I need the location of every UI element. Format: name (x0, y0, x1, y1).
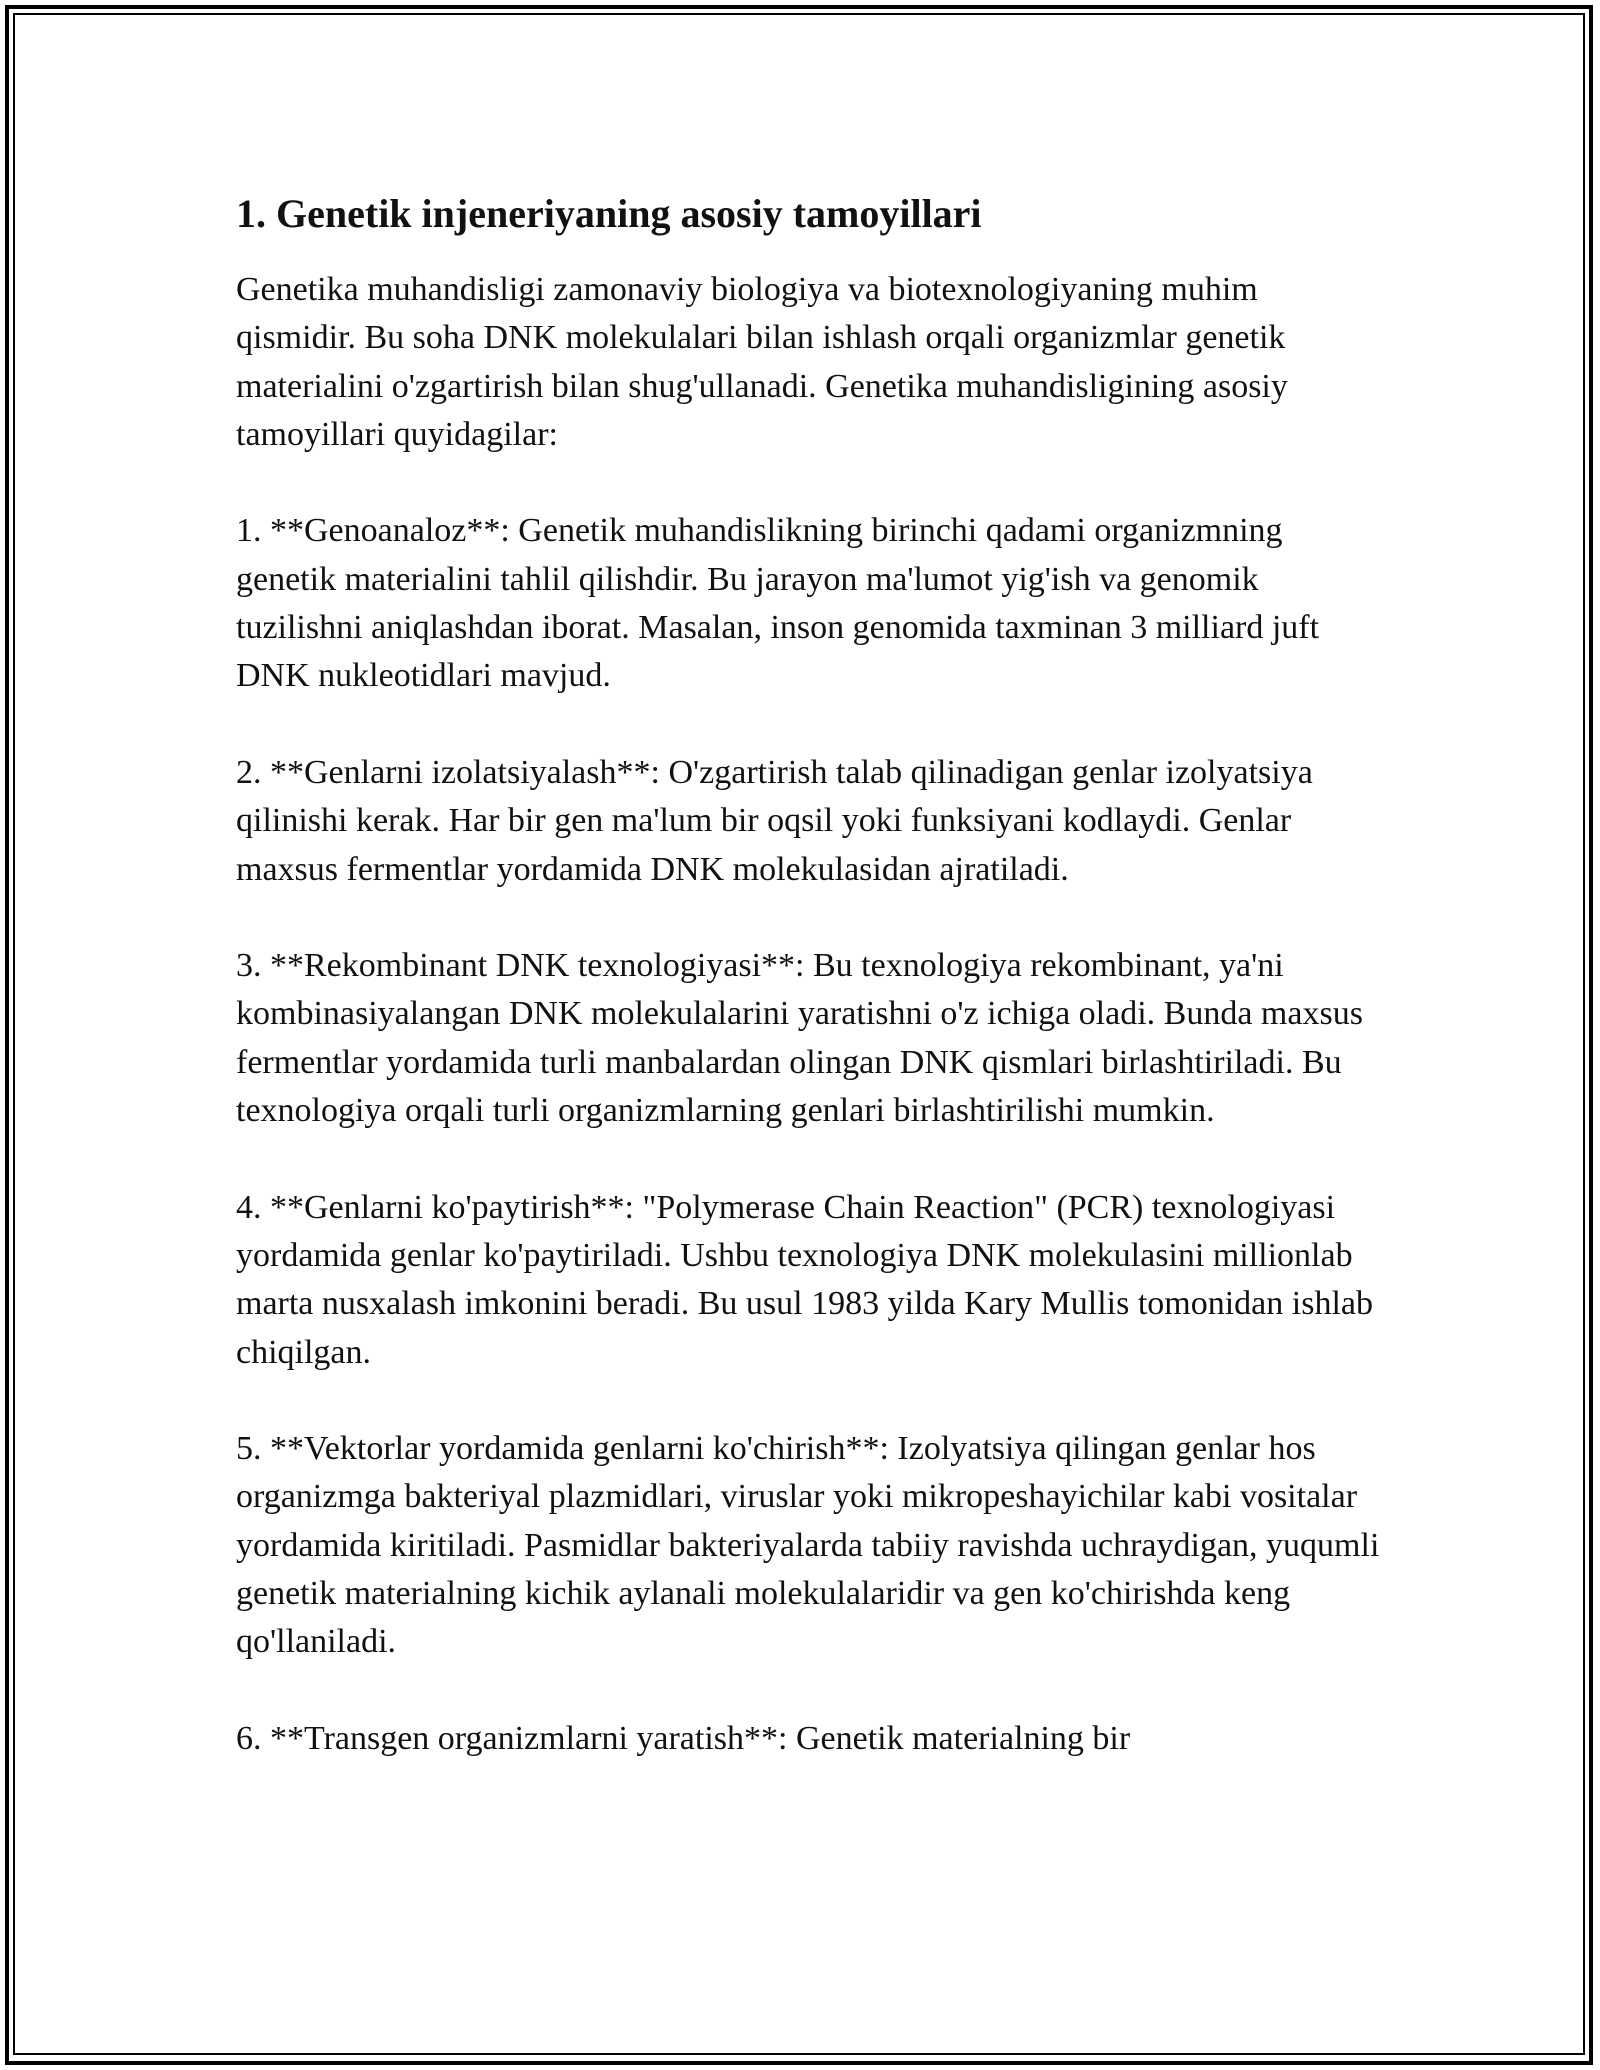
paragraph-intro: Genetika muhandisligi zamonaviy biologiya va biotexnologiyaning muhim qismidir. Bu soha DNK molekulalari bilan ishlash orqali organizmlar genetik materialini o'zgartirish bilan shug'ullanadi. Genetika muhandisligining asosiy tamoyillari quyidagilar: (236, 271, 1288, 453)
paragraph-item-1: 1. **Genoanaloz**: Genetik muhandislikning birinchi qadami organizmning genetik materialini tahlil qilishdir. Bu jarayon ma'lumot yig'ish va genomik tuzilishni aniqlashdan iborat. Masalan, inson genomida taxminan 3 milliard juft DNK nukleotidlari mavjud. (236, 512, 1320, 695)
document-body (236, 188, 1386, 1812)
paragraph-item-2: 2. **Genlarni izolatsiyalash**: O'zgartirish talab qilinadigan genlar izolyatsiya qilinishi kerak. Har bir gen ma'lum bir oqsil yoki funksiyani kodlaydi. Genlar maxsus fermentlar yordamida DNK molekulasidan ajratiladi. (236, 753, 1313, 888)
section-heading: 1. Genetik injeneriyaning asosiy tamoyillari (236, 191, 982, 236)
paragraph-item-5: 5. **Vektorlar yordamida genlarni ko'chirish**: Izolyatsiya qilingan genlar hos organizmga bakteriyal plazmidlari, viruslar yoki mikropeshayichilar kabi vositalar yordamida kiritiladi. Pasmidlar bakteriyalarda tabiiy ravishda uchraydigan, yuqumli genetik materialning kichik aylanali molekulalaridir va gen ko'chirishda keng qo'llaniladi. (236, 1430, 1380, 1661)
paragraph-item-3: 3. **Rekombinant DNK texnologiyasi**: Bu texnologiya rekombinant, ya'ni kombinasiyalangan DNK molekulalarini yaratishni o'z ichiga oladi. Bunda maxsus fermentlar yordamida turli manbalardan olingan DNK qismlari birlashtiriladi. Bu texnologiya orqali turli organizmlarning genlari birlashtirilishi mumkin. (236, 947, 1363, 1130)
paragraph-item-6: 6. **Transgen organizmlarni yaratish**: Genetik materialning bir (236, 1719, 1131, 1757)
paragraph-item-4: 4. **Genlarni ko'paytirish**: "Polymerase Chain Reaction" (PCR) texnologiyasi yordamida genlar ko'paytiriladi. Ushbu texnologiya DNK molekulasini millionlab marta nusxalash imkonini beradi. Bu usul 1983 yilda Kary Mullis tomonidan ishlab chiqilgan. (236, 1188, 1373, 1371)
